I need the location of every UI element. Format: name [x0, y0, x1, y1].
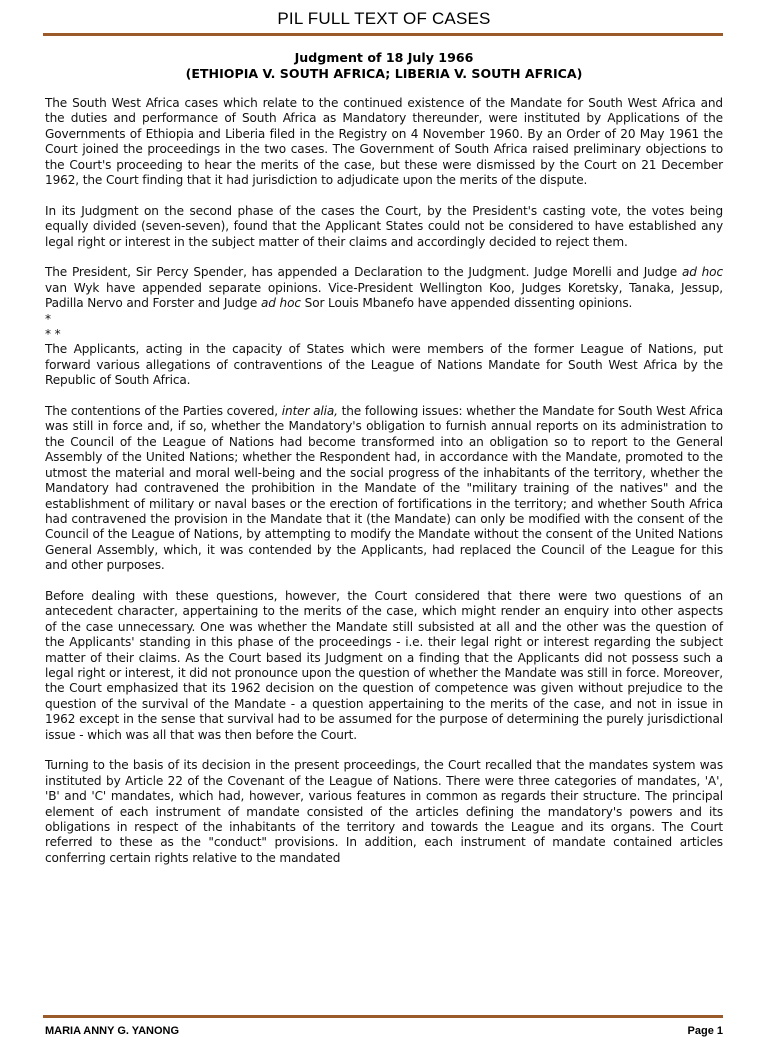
judgment-date-line: Judgment of 18 July 1966	[294, 50, 474, 65]
paragraph-5-text-b: the following issues: whether the Mandate for South West Africa was still in force and, if so, whether the Mandatory's obligation to furnish annual reports on its administration to the Council of the League of Nations had become transformed into an obligation so to report to the General Assembly of the United Nations; whether the Respondent had, in accordance with the Mandate, promoted to the utmost the material and moral well-being and the social progress of the inhabitants of the territory, whether the Mandatory had contravened the prohibition in the Mandate of the "military training of the natives" and the establishment of military or naval bases or the erection of fortifications in the territory; and whether South Africa had contravened the provision in the Mandate that it (the Mandate) can only be modified with the consent of the Council of the League of Nations, by attempting to modify the Mandate without the consent of the United Nations General Assembly, which, it was contended by the Applicants, had replaced the Council of the League for this and other purposes.	[45, 404, 723, 573]
paragraph-7: Turning to the basis of its decision in the present proceedings, the Court recalled that the mandates system was instituted by Article 22 of the Covenant of the League of Nations. There were three categories of mandates, 'A', 'B' and 'C' mandates, which had, however, various features in common as regards their structure. The principal element of each instrument of mandate consisted of the articles defining the mandatory's powers and its obligations in respect of the inhabitants of the territory and towards the League and its organs. The Court referred to these as the "conduct" provisions. In addition, each instrument of mandate contained articles conferring certain rights relative to the mandated	[45, 758, 723, 865]
footer-rule	[43, 1015, 723, 1018]
page-header-title: PIL FULL TEXT OF CASES	[277, 9, 491, 28]
paragraph-3-text-c: Sor Louis Mbanefo have appended dissenting opinions.	[300, 296, 633, 311]
paragraph-1: The South West Africa cases which relate to the continued existence of the Mandate for South West Africa and the duties and performance of South Africa as Mandatory thereunder, were instituted by Applications of the Governments of Ethiopia and Liberia filed in the Registry on 4 November 1960. By an Order of 20 May 1961 the Court joined the proceedings in the two cases. The Government of South Africa raised preliminary objections to the Court's proceeding to hear the merits of the case, but these were dismissed by the Court on 21 December 1962, the Court finding that it had jurisdiction to adjudicate upon the merits of the dispute.	[45, 96, 723, 188]
footer-page-number: Page 1	[687, 1025, 723, 1037]
paragraph-2: In its Judgment on the second phase of the cases the Court, by the President's casting vote, the votes being equally divided (seven-seven), found that the Applicant States could not be considered to have established any legal right or interest in the subject matter of their claims and accordingly decided to reject them.	[45, 203, 723, 249]
paragraph-3-text-a: The President, Sir Percy Spender, has appended a Declaration to the Judgment. Judge Morelli and Judge	[45, 265, 682, 280]
case-parties-line: (ETHIOPIA V. SOUTH AFRICA; LIBERIA V. SOUTH AFRICA)	[185, 66, 583, 81]
paragraph-5	[45, 404, 723, 573]
paragraph-3	[45, 265, 723, 311]
case-title	[0, 50, 768, 82]
inter-alia-italic: inter alia,	[281, 404, 338, 419]
paragraph-4: The Applicants, acting in the capacity of States which were members of the former League of Nations, put forward various allegations of contraventions of the League of Nations Mandate for South West Africa by the Republic of South Africa.	[45, 342, 723, 388]
document-body	[45, 96, 723, 866]
paragraph-6: Before dealing with these questions, however, the Court considered that there were two questions of an antecedent character, appertaining to the merits of the case, which might render an enquiry into other aspects of the case unnecessary. One was whether the Mandate still subsisted at all and the other was the question of the Applicants' standing in this phase of the proceedings - i.e. their legal right or interest regarding the subject matter of their claims. As the Court based its Judgment on a finding that the Applicants did not possess such a legal right or interest, it did not pronounce upon the question of whether the Mandate was still in force. Moreover, the Court emphasized that its 1962 decision on the question of competence was given without prejudice to the question of the survival of the Mandate - a question appertaining to the merits of the case, and not in issue in 1962 except in the sense that survival had to be assumed for the purpose of determining the purely jurisdictional issue - which was all that was then before the Court.	[45, 588, 723, 742]
separator-asterisks: * *	[45, 327, 61, 342]
ad-hoc-italic-2: ad hoc	[260, 296, 301, 311]
footer-author: MARIA ANNY G. YANONG	[45, 1025, 180, 1037]
paragraph-5-text-a: The contentions of the Parties covered,	[45, 404, 282, 419]
ad-hoc-italic-1: ad hoc	[681, 265, 723, 280]
header-rule	[43, 33, 723, 36]
paragraph-3-text-b: van Wyk have appended separate opinions. Vice-President Wellington Koo, Judges Koretsky, Tanaka, Jessup, Padilla Nervo and Forster and Judge	[45, 280, 723, 311]
separator-asterisk: *	[45, 311, 51, 326]
